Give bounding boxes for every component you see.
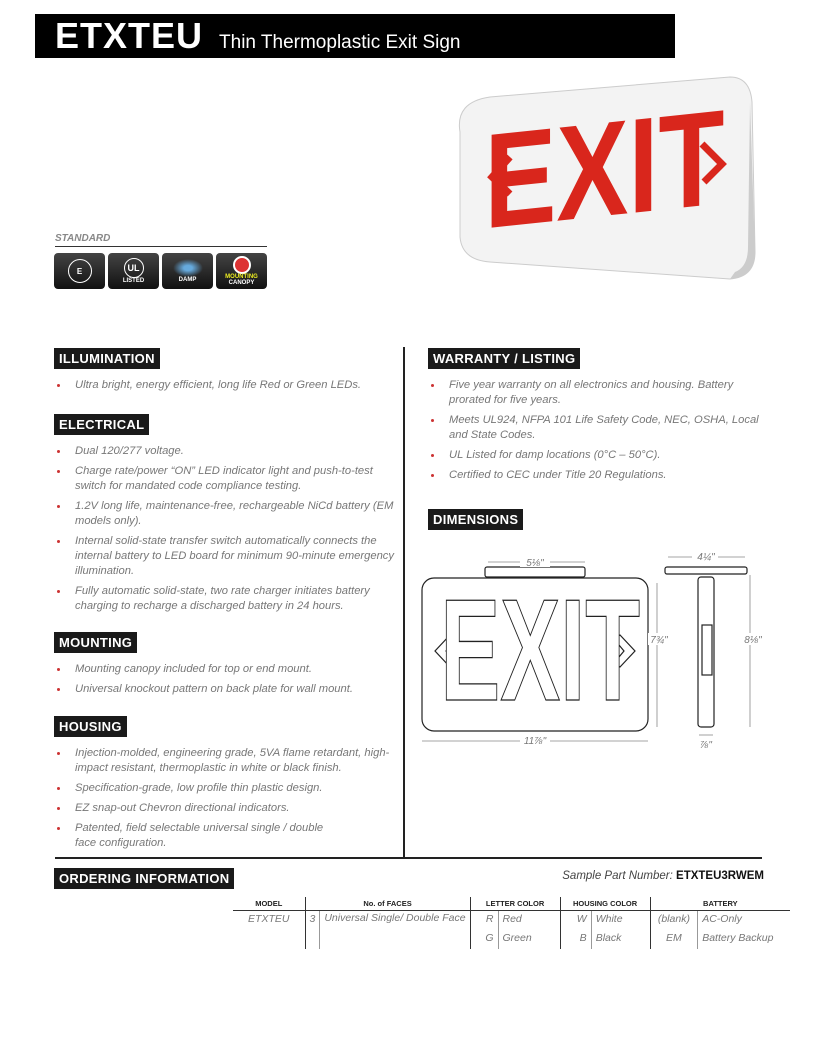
overall-height-label: 8⅛" (744, 635, 762, 646)
width-label: 11⅞" (523, 736, 547, 747)
list-item: Internal solid-state transfer switch automatically connects the internal battery to LED board for minimum 90-minute emergency illumination. (54, 534, 394, 579)
ordering-section (54, 868, 234, 889)
section-title: HOUSING (54, 716, 127, 737)
list-item: Universal knockout pattern on back plate for wall mount. (54, 682, 394, 697)
list-item: Specification-grade, low profile thin plastic design. (54, 781, 394, 796)
table-cell: (blank) (650, 911, 698, 930)
dimension-drawing (410, 545, 780, 755)
product-subtitle: Thin Thermoplastic Exit Sign (219, 32, 461, 53)
section-title: WARRANTY / LISTING (428, 348, 580, 369)
list-item: Certified to CEC under Title 20 Regulations. (428, 468, 768, 483)
housing-section (54, 716, 394, 856)
ordering-table (233, 897, 790, 949)
standard-label: STANDARD (55, 233, 267, 247)
electrical-section (54, 414, 394, 619)
exit-sign-text: EXIT (484, 80, 725, 258)
table-cell: G (470, 930, 498, 949)
mounting-canopy-badge: MOUNTING CANOPY (216, 253, 267, 289)
canopy-width-label: 5⅛" (526, 558, 544, 569)
warranty-section (428, 348, 768, 488)
model-title: ETXTEU (55, 15, 204, 56)
drawing-exit-text: EXIT (440, 568, 641, 732)
depth-canopy-label: 4¼" (697, 552, 715, 563)
list-item: Dual 120/277 voltage. (54, 444, 394, 459)
table-cell: LETTER COLOR (470, 897, 560, 911)
table-cell: MODEL (233, 897, 305, 911)
table-cell: Red (498, 911, 560, 930)
table-cell: Battery Backup (698, 930, 790, 949)
section-title: MOUNTING (54, 632, 137, 653)
table-cell: Black (591, 930, 650, 949)
height-label: 7¾" (650, 635, 668, 646)
certification-badges (54, 253, 267, 289)
sample-part-number: Sample Part Number: ETXTEU3RWEM (562, 870, 764, 882)
column-divider (403, 347, 405, 858)
ordering-divider (55, 857, 762, 859)
list-item: Meets UL924, NFPA 101 Life Safety Code, NEC, OSHA, Local and State Codes. (428, 413, 768, 443)
list-item: Five year warranty on all electronics and housing. Battery prorated for five years. (428, 378, 768, 408)
table-cell: White (591, 911, 650, 930)
list-item: UL Listed for damp locations (0°C – 50°C). (428, 448, 768, 463)
table-cell: ETXTEU (248, 913, 290, 925)
list-item: Fully automatic solid-state, two rate charger initiates battery charging to recharge a discharged battery in 24 hours. (54, 584, 394, 614)
table-cell: B (560, 930, 591, 949)
table-cell: EM (650, 930, 698, 949)
section-title: ELECTRICAL (54, 414, 149, 435)
ul-listed-badge: UL LISTED (108, 253, 159, 289)
dimensions-section (428, 509, 523, 530)
table-cell: No. of FACES (305, 897, 470, 911)
table-cell: Universal Single/ Double Face (320, 911, 470, 949)
table-cell: BATTERY (650, 897, 790, 911)
table-cell: W (560, 911, 591, 930)
damp-badge: DAMP (162, 253, 213, 289)
table-cell: R (470, 911, 498, 930)
list-item: Charge rate/power “ON” LED indicator light and push-to-test switch for mandated code compliance testing. (54, 464, 394, 494)
list-item: Ultra bright, energy efficient, long life Red or Green LEDs. (54, 378, 394, 393)
table-cell: AC-Only (698, 911, 790, 930)
list-item: 1.2V long life, maintenance-free, rechargeable NiCd battery (EM models only). (54, 499, 394, 529)
section-title: DIMENSIONS (428, 509, 523, 530)
list-item: EZ snap-out Chevron directional indicators. (54, 801, 394, 816)
mounting-section (54, 632, 394, 702)
page-header (35, 14, 675, 58)
section-title: ORDERING INFORMATION (54, 868, 234, 889)
exit-sign-photo (450, 72, 760, 287)
illumination-section (54, 348, 394, 398)
depth-label: ⅞" (700, 740, 712, 751)
list-item: Patented, field selectable universal single / double face configuration. (54, 821, 394, 851)
table-cell: HOUSING COLOR (560, 897, 650, 911)
list-item: Injection-molded, engineering grade, 5VA flame retardant, high-impact resistant, thermoplastic in white or black finish. (54, 746, 394, 776)
title20-badge: E (54, 253, 105, 289)
list-item: Mounting canopy included for top or end mount. (54, 662, 394, 677)
section-title: ILLUMINATION (54, 348, 160, 369)
table-cell: Green (498, 930, 560, 949)
table-cell: 3 (305, 911, 320, 949)
